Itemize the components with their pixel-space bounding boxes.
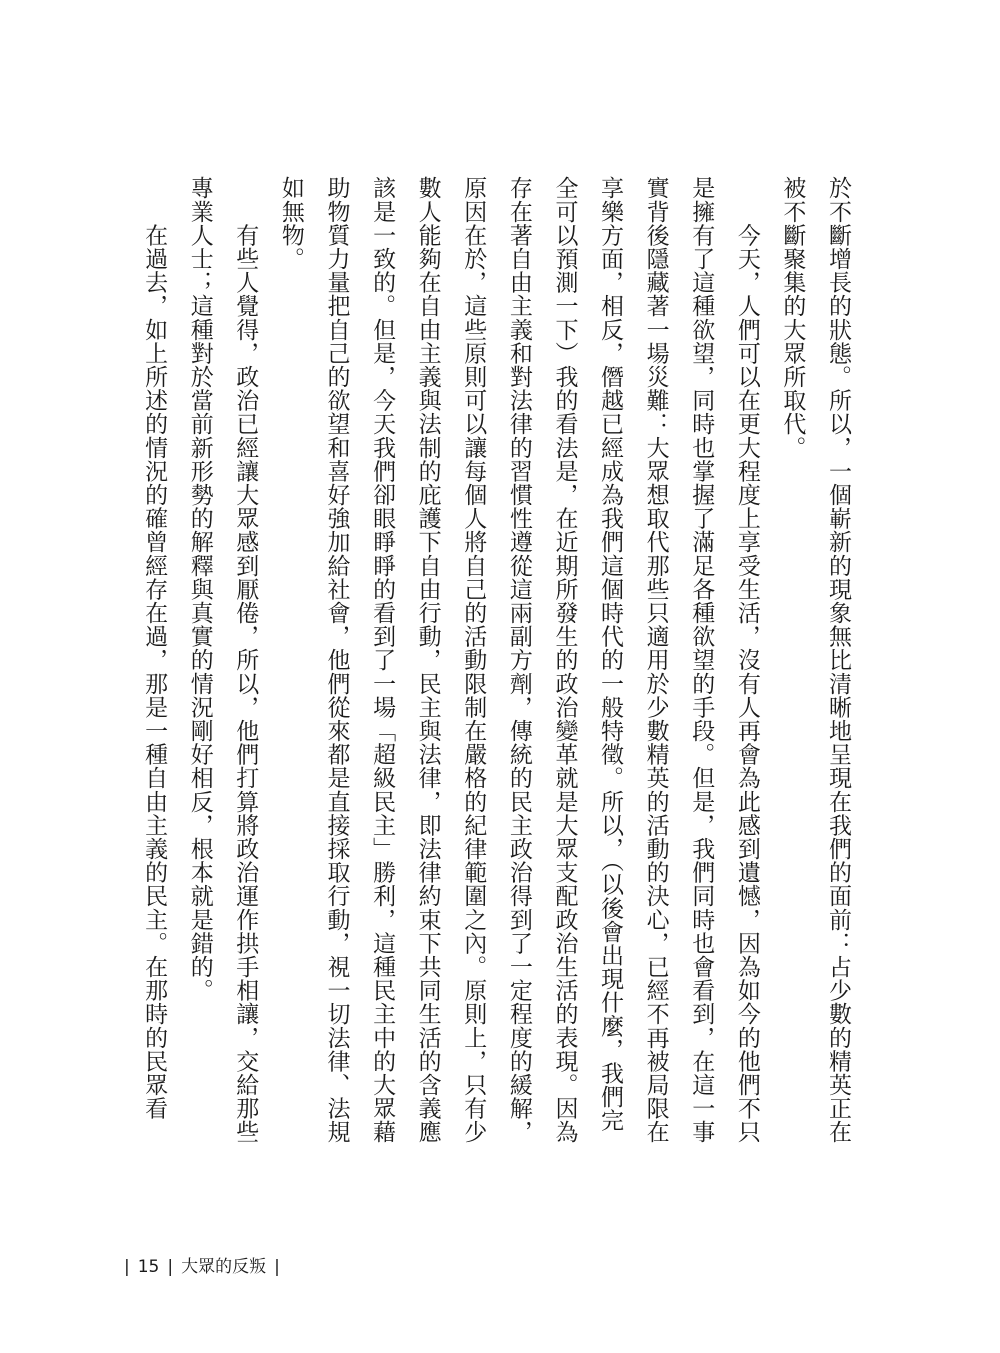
vertical-text-body xyxy=(131,176,861,1186)
footer-separator-middle: | xyxy=(167,1257,174,1277)
text-column: 全可以預測一下）我的看法是，在近期所發生的政治變革就是大眾支配政治生活的表現。因為 xyxy=(551,176,578,1144)
page-number: 15 xyxy=(137,1257,160,1277)
page-footer xyxy=(116,1252,288,1277)
text-column: 今天，人們可以在更大程度上享受生活，沒有人再會為此感到遺憾，因為如今的他們不只 xyxy=(733,176,760,1144)
footer-separator-right: | xyxy=(274,1257,280,1277)
text-column: 原因在於，這些原則可以讓每個人將自己的活動限制在嚴格的紀律範圍之內。原則上，只有少 xyxy=(460,176,487,1144)
text-column: 於不斷增長的狀態。所以，一個嶄新的現象無比清晰地呈現在我們的面前：占少數的精英正在 xyxy=(825,176,851,1144)
text-column: 實背後隱藏著一場災難：大眾想取代那些只適用於少數精英的活動的決心，已經不再被局限在 xyxy=(642,176,669,1144)
text-column: 在過去，如上所述的情況的確曾經存在過，那是一種自由主義的民主。在那時的民眾看 xyxy=(141,176,168,1120)
text-column: 助物質力量把自己的欲望和喜好強加給社會，他們從來都是直接採取行動，視一切法律、法規 xyxy=(323,176,350,1144)
text-column: 被不斷聚集的大眾所取代。 xyxy=(779,176,806,460)
book-title: 大眾的反叛 xyxy=(181,1257,267,1277)
footer-separator-left: | xyxy=(124,1257,130,1277)
text-column: 有些人覺得，政治已經讓大眾感到厭倦，所以，他們打算將政治運作拱手相讓，交給那些 xyxy=(232,176,259,1144)
text-column: 數人能夠在自由主義與法制的庇護下自由行動，民主與法律，即法律約束下共同生活的含義應 xyxy=(414,176,441,1144)
text-column: 專業人士；這種對於當前新形勢的解釋與真實的情況剛好相反，根本就是錯的。 xyxy=(186,176,213,1002)
text-column: 如無物。 xyxy=(277,176,304,271)
text-column: 存在著自由主義和對法律的習慣性遵從這兩副方劑，傳統的民主政治得到了一定程度的緩解， xyxy=(505,176,532,1144)
text-column: 是擁有了這種欲望，同時也掌握了滿足各種欲望的手段。但是，我們同時也會看到，在這一事 xyxy=(688,176,715,1144)
text-column: 該是一致的。但是，今天我們卻眼睜睜的看到了一場「超級民主」勝利，這種民主中的大眾藉 xyxy=(369,176,396,1144)
text-column: 享樂方面，相反，僭越已經成為我們這個時代的一般特徵。所以，（以後會出現什麼，我們完 xyxy=(597,176,624,1133)
